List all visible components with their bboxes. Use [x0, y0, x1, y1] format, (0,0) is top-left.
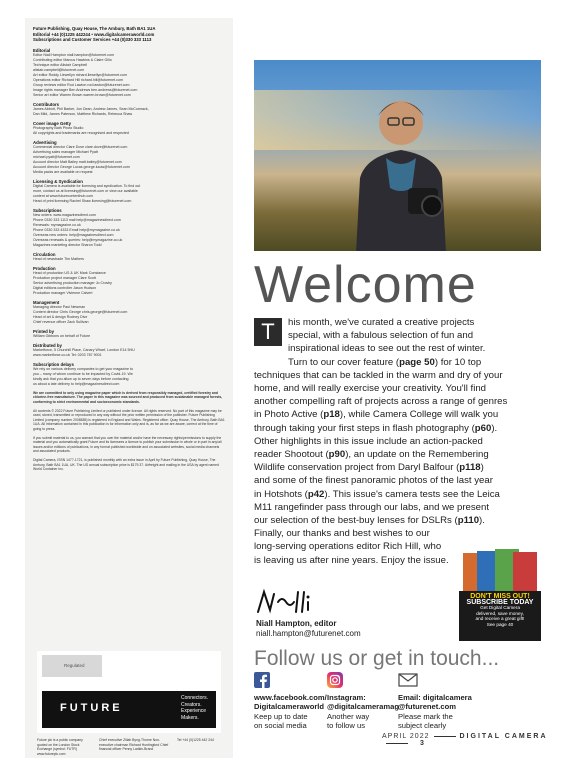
credits-line: Dan Mild, James Paterson, Matthew Richards, Rebecca Shaw: [33, 111, 133, 116]
body-line: Wildlife conservation project from Daryl Balfour (p118): [254, 462, 484, 474]
email-desc: Please mark the: [398, 711, 453, 721]
credits-line: Editor Niall Hampton niall.hampton@futurenet.com: [33, 52, 114, 57]
body-line: is leaving us after nine years. Enjoy the issue.: [254, 554, 449, 566]
promo-text: delivered, save money,: [476, 610, 524, 616]
legal-paragraph: All contents © 2022 Future Publishing Limited or published under licence. All rights reserved. No part of this magazine may be used, stored, transmitted or reproduced in any way without the prior written permission of the publisher. Future Publishing Limited (company number 2008885) is registered in England and Wales. Registered office: Quay House, The Ambury, Bath BA1 1UA. All information contained in this publication is for information only and is, as far as we are aware, correct at the time of going to press.: [33, 408, 225, 431]
credits-section-heading: Management: [33, 299, 60, 305]
credits-line: more, contact us at licensing@futurenet.com or view our available: [33, 188, 138, 193]
credits-line: Digital Camera is available for licensing and syndication. To find out: [33, 183, 141, 188]
credits-line: Group reviews editor Rod Lawton rod.lawton@futurenet.com: [33, 82, 130, 87]
credits-line: Technique editor Alistair Campbell: [33, 62, 88, 67]
credits-line: Head of print licensing Rachel Shaw licensing@futurenet.com: [33, 198, 132, 203]
credits-section-heading: Printed by: [33, 328, 55, 334]
credits-line: Head of production US & UK Mark Constance: [33, 270, 106, 275]
body-line: in Photo Active (p18), while Camera College will walk you: [254, 409, 499, 421]
facebook-handle: Digitalcameraworld: [254, 702, 325, 712]
credits-line: www.marketforce.co.uk Tel: 0203 787 9001: [33, 352, 102, 357]
body-line: Other highlights in this issue include an action-packed: [254, 435, 483, 447]
editor-figure: [346, 78, 456, 251]
facebook-url: www.facebook.com/: [254, 693, 327, 702]
instagram-desc: Another way: [327, 711, 370, 721]
promo-text: Get Digital Camera: [480, 605, 520, 611]
social-email[interactable]: [398, 672, 472, 731]
future-footer-left: Future plc is a public company quoted on the London Stock Exchange (symbol: FUTR) www.futureplc.com: [37, 738, 83, 756]
body-line: Finally, our thanks and best wishes to our: [254, 528, 430, 540]
follow-heading: Follow us or get in touch...: [254, 647, 500, 670]
credits-section-heading: Advertising: [33, 139, 57, 145]
credits-line: Account director Matt Bailey matt.bailey@futurenet.com: [33, 159, 122, 164]
credits-line: Overseas renewals & queries: help@mymagazine.co.uk: [33, 237, 123, 242]
masthead-line: Future Publishing, Quay House, The Ambury, Bath BA1 1UA: [33, 26, 156, 31]
regulated-label: Regulated: [64, 663, 85, 668]
instagram-handle: @digitalcameramag: [327, 702, 399, 712]
credits-line: Phone 0330 333 4333 Email help@mymagazine.co.uk: [33, 227, 120, 232]
instagram-label: Instagram:: [327, 693, 366, 702]
credits-line: James Abbott, Phil Barker, Jon Dean, Andrew James, Sean McCormack,: [33, 106, 149, 111]
promo-headline: DON'T MISS OUT!: [470, 593, 530, 600]
credits-text: [25, 18, 233, 472]
credits-section-heading: Editorial: [33, 47, 51, 53]
author-name: Niall Hampton, editor: [256, 619, 337, 628]
body-line: his month, we've curated a creative projects: [288, 317, 475, 328]
subscribe-promo[interactable]: [459, 591, 541, 641]
credits-line: Content director Chris George chris.george@futurenet.com: [33, 309, 128, 314]
credits-line: Contributing editor Marcus Hawkins & Claire Gillo: [33, 57, 112, 62]
credits-line: kindly ask that you allow up to seven days before contacting: [33, 376, 129, 381]
email-address: @futurenet.com: [398, 702, 457, 712]
drop-cap: T: [254, 318, 282, 346]
credits-line: content at www.futurecontenthub.com: [33, 193, 94, 198]
credits-line: Operations editor Richard Hill richard.hill@futurenet.com: [33, 77, 123, 82]
body-line: and some of the finest panoramic photos of the last year: [254, 475, 493, 487]
footer-rule: [434, 736, 456, 737]
instagram-icon: [327, 672, 343, 688]
page-title: Welcome: [254, 256, 477, 314]
promo-page: See page 40: [486, 621, 514, 627]
credits-line: Advertising sales manager Michael Pyatt: [33, 149, 98, 154]
email-icon: [398, 672, 418, 688]
page-number: 3: [420, 740, 425, 747]
issue-date: APRIL 2022: [382, 733, 430, 740]
credits-line: Photography Bath Photo Studio: [33, 125, 84, 130]
credits-line: Magazines marketing director Sharon Todd: [33, 242, 102, 247]
credits-line: Commercial director Clare Dove clare.dove@futurenet.com: [33, 144, 128, 149]
credits-line: Account director George Lucas george.lucas@futurenet.com: [33, 164, 130, 169]
facebook-desc: Keep up to date: [254, 711, 308, 721]
email-desc: subject clearly: [398, 721, 447, 731]
credits-section-heading: Licensing & Syndication: [33, 178, 83, 184]
facebook-desc: on social media: [254, 721, 307, 731]
masthead-line: Subscriptions and Customer Services +44 (0)330 333 1113: [33, 37, 152, 43]
regulated-badge: [42, 655, 102, 677]
credits-line: Renewals: mymagazine.co.uk: [33, 222, 81, 227]
legal-paragraph: We are committed to only using magazine paper which is derived from responsibly managed, certified forestry and chlorine-free manufacture. The paper in this magazine was sourced and produced from sustainable managed forests, conforming to strict environmental and socioeconomic standards.: [33, 390, 223, 404]
credits-line: Chief revenue officer Zack Sullivan: [33, 319, 89, 324]
email-label: Email: digitalcamera: [398, 693, 472, 702]
credits-section-heading: Subscription delays: [33, 361, 74, 367]
credits-line: us about a late delivery to help@magazinesdirect.com: [33, 381, 120, 386]
credits-line: Head of newstrade Tim Mathers: [33, 256, 84, 261]
credits-line: you – many of whom continue to be impacted by Covid-19. We: [33, 371, 133, 376]
credits-line: Image rights manager Ben Andrews ben.andrews@futurenet.com: [33, 87, 138, 92]
body-line: in Hotshots (p42). This issue's camera tests see the Leica: [254, 488, 500, 500]
credits-section-heading: Contributors: [33, 101, 60, 107]
credits-line: Head of art & design Rodney Dive: [33, 314, 88, 319]
credits-line: Digital editions controller Jason Hudson: [33, 285, 97, 290]
tagline-line: Experience: [181, 708, 207, 714]
credits-sidebar: [25, 18, 233, 758]
body-line: special, with a fabulous selection of fun and: [288, 330, 474, 342]
magazine-name: DIGITAL CAMERA: [459, 733, 548, 740]
body-line: through taking your first steps in flash photography (p60).: [254, 422, 498, 434]
tagline-line: Connectors.: [181, 695, 208, 701]
editor-signature: [256, 588, 326, 616]
facebook-icon: [254, 672, 270, 688]
credits-line: Managing director Paul Newman: [33, 304, 86, 309]
credits-line: Overseas new orders: help@magazinesdirect.com: [33, 232, 114, 237]
instagram-desc: to follow us: [327, 721, 365, 731]
credits-line: William Gibbons on behalf of Future: [33, 333, 91, 338]
credits-line: Phone 0330 333 1113 mail help@magazinesdirect.com: [33, 217, 121, 222]
body-line: our selection of the best-buy lenses for DSLRs (p110).: [254, 515, 485, 527]
credits-line: Art editor Roddy Llewellyn richard.llewellyn@futurenet.com: [33, 72, 127, 77]
masthead-line: Editorial +44 (0)1225 442244 • www.digitalcameraworld.com: [33, 31, 155, 37]
credits-line: Marketforce, 5 Churchill Place, Canary Wharf, London E14 5HU: [33, 347, 135, 352]
credits-section-heading: Circulation: [33, 251, 56, 257]
credits-line: michael.pyatt@futurenet.com: [33, 154, 80, 159]
credits-line: Media packs are available on request: [33, 169, 93, 174]
promo-subhead: SUBSCRIBE TODAY: [466, 598, 534, 606]
promo-text: and receive a great gift!: [475, 616, 525, 622]
future-tagline: [181, 695, 208, 721]
author-email[interactable]: niall.hampton@futurenet.com: [256, 629, 361, 638]
future-logo: [42, 691, 216, 728]
body-line: reader Shootout (p90), an update on the Remembering: [254, 449, 489, 461]
credits-line: Production project manager Clare Scott: [33, 275, 96, 280]
credits-section-heading: Subscriptions: [33, 207, 62, 213]
credits-line: Production manager Vivienne Calvert: [33, 290, 93, 295]
editorial-body: [254, 316, 540, 567]
tagline-line: Creators.: [181, 701, 202, 708]
body-line: long-serving operations editor Rich Hill, who: [254, 541, 442, 553]
future-logo-box: [37, 651, 221, 733]
page-footer: [382, 733, 576, 747]
credits-line: Senior advertising production manager Jo Crosby: [33, 280, 112, 285]
future-footer-mid: Chief executive Zillah Byng-Thorne Non-executive chairman Richard Huntingford Chief financial officer Penny Ladkin-Brand: [99, 738, 169, 752]
future-footer-right: Tel +44 (0)1225 442 244: [177, 738, 214, 742]
body-line: another compelling raft of projects across a range of genres: [254, 396, 508, 408]
tagline-line: Makers.: [181, 714, 199, 721]
social-facebook[interactable]: [254, 672, 327, 731]
credits-line: We rely on various delivery companies to get your magazine to: [33, 366, 134, 371]
legal-paragraph: If you submit material to us, you warrant that you own the material and/or have the necessary rights/permissions to supply the material and you automatically grant Future and its licensees a licence to publish your submission in whole or in part in any/all issues and/or editions of publications, in any format published worldwide and on associated websites, social media channels and associated products.: [33, 435, 222, 454]
credits-line: alistair.campbell@futurenet.com: [33, 67, 85, 72]
body-line: techniques that can be tackled in the warm and dry of your: [254, 369, 503, 381]
footer-rule: [386, 743, 408, 744]
body-line: home, and will really exercise your creativity. You'll find: [254, 383, 487, 395]
future-wordmark: FUTURE: [60, 702, 123, 714]
body-line: inspirational ideas to see out the rest of winter.: [288, 343, 486, 355]
social-instagram[interactable]: [327, 672, 399, 731]
credits-section-heading: Cover image Getty: [33, 120, 71, 126]
credits-line: Senior art editor Warren Brown warren.brown@futurenet.com: [33, 92, 131, 97]
credits-line: New orders: www.magazinesdirect.com: [33, 212, 96, 217]
editor-photo: [254, 60, 541, 251]
body-line: Turn to our cover feature (page 50) for 10 top: [288, 356, 482, 368]
credits-line: All copyrights and trademarks are recognised and respected: [33, 130, 129, 135]
credits-section-heading: Distributed by: [33, 342, 62, 348]
credits-section-heading: Production: [33, 265, 56, 271]
body-line: M11 rangefinder pass through our labs, and we present: [254, 501, 490, 513]
legal-paragraph: Digital Camera, ISSN 1477-1721, is published monthly with an extra issue in April by Future Publishing, Quay House, The Ambury, Bath BA1 1UA, UK. The US annual subscription price is $179.37. Airfreight and mailing in the USA by agent named World Container Inc.: [33, 457, 219, 472]
